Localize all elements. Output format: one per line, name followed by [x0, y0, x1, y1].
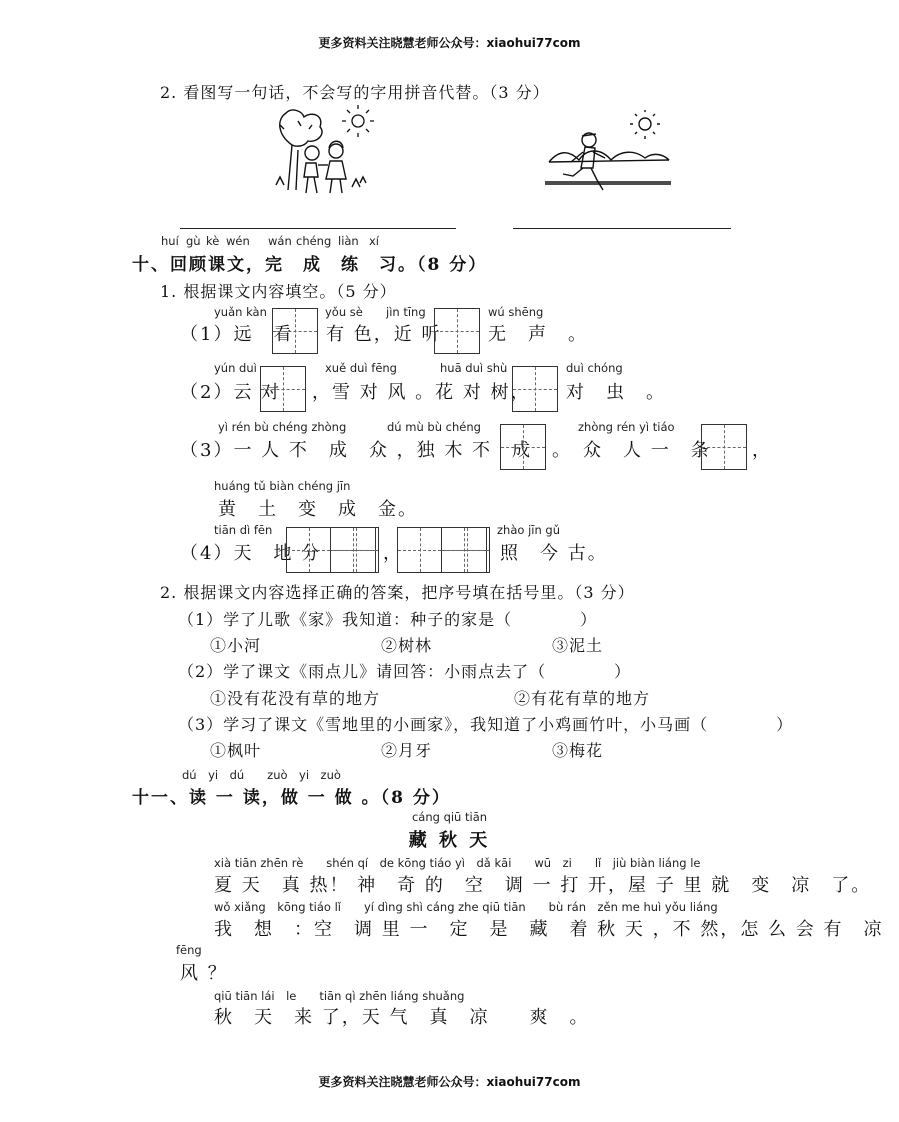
answer-grid-3[interactable] [260, 366, 306, 412]
section-11-title: 十一、读 一 读，做 一 做 。（8 分） [132, 788, 451, 808]
story-line-4-pinyin: qiū tiān lái le tiān qì zhēn liáng shuǎng [214, 989, 465, 1003]
pinyin-yi-ren-bu-cheng-zhong: yì rén bù chéng zhòng [218, 420, 347, 434]
fill-line-1-text-a: （1）远 看 [180, 324, 294, 345]
pinyin-zhong-ren-yi-tiao: zhòng rén yì tiáo [578, 420, 675, 434]
option-1-3[interactable]: ③泥土 [552, 636, 604, 655]
answer-grid-2[interactable] [434, 308, 480, 354]
pinyin-dui-chong: duì chóng [566, 361, 623, 375]
story-line-1: 夏 天 真 热！ 神 奇 的 空 调 一 打 开，屋 子 里 就 变 凉 了。 [214, 875, 872, 896]
story-line-2: 我 想 ：空 调 里 一 定 是 藏 着 秋 天 ，不 然，怎 么 会 有 凉 [214, 919, 884, 940]
option-3-1[interactable]: ①枫叶 [210, 741, 262, 760]
section-10-pinyin-2: gù [186, 234, 201, 248]
option-3-2[interactable]: ②月牙 [381, 741, 433, 760]
option-2-1[interactable]: ①没有花没有草的地方 [210, 689, 381, 708]
page-header: 更多资料关注晓慧老师公众号：xiaohui77com [318, 36, 581, 50]
story-line-3: 风 ？ [180, 963, 228, 984]
pinyin-you-se: yǒu sè [325, 305, 363, 319]
section-10-pinyin-8: xí [369, 234, 380, 248]
section-10-pinyin-4: wén [226, 234, 250, 248]
pinyin-tian-di-fen: tiān dì fēn [214, 523, 273, 537]
answer-grid-7b[interactable] [334, 527, 379, 573]
story-line-3-pinyin: fēng [176, 943, 202, 957]
fill-line-3-text-c: ， [752, 440, 772, 461]
section-11-pinyin: dú yi dú zuò yi zuò [182, 768, 341, 782]
boy-running-illustration [545, 110, 675, 205]
answer-grid-6[interactable] [701, 424, 747, 470]
answer-grid-1[interactable] [272, 308, 318, 354]
answer-line-2[interactable] [513, 228, 731, 229]
fill-line-2-text-b: ，雪 对 风 。花 对 树， [312, 382, 531, 403]
pinyin-zhao-jin-gu: zhào jīn gǔ [497, 523, 560, 537]
section-10-pinyin-3: kè [206, 234, 220, 248]
option-1-2[interactable]: ②树林 [381, 636, 433, 655]
children-tree-illustration [268, 105, 378, 200]
section-10-pinyin-7: liàn [338, 234, 359, 248]
fill-line-4-text-b: 照 今 古。 [500, 543, 608, 564]
story-line-2-pinyin: wǒ xiǎng kōng tiáo lǐ yí dìng shì cáng zhe qiū tiān bù rán zěn me huì yǒu liáng [214, 900, 718, 914]
story-line-1-pinyin: xià tiān zhēn rè shén qí de kōng tiáo yì dǎ kāi wū zi lǐ jiù biàn liáng le [214, 856, 701, 870]
answer-grid-8b[interactable] [445, 527, 490, 573]
story-title: 藏 秋 天 [408, 830, 491, 851]
question-10-2-1: （1）学了儿歌《家》我知道：种子的家是（ ） [178, 610, 598, 629]
section-10-title: 十、回顾课文，完 成 练 习。（8 分） [132, 255, 488, 275]
question-10-2-3: （3）学习了课文《雪地里的小画家》，我知道了小鸡画竹叶，小马画（ ） [178, 715, 794, 734]
pinyin-huang-tu-bian-cheng-jin: huáng tǔ biàn chéng jīn [214, 479, 351, 493]
fill-line-2-text-a: （2）云 对 [180, 382, 282, 403]
fill-line-4-text-a: （4）天 地 分 [180, 543, 322, 564]
pinyin-jin-ting: jìn tīng [386, 305, 426, 319]
fill-line-3-continuation: 黄 土 变 成 金。 [218, 499, 418, 520]
pinyin-wu-sheng: wú shēng [488, 305, 544, 319]
answer-grid-5[interactable] [500, 424, 546, 470]
page-footer: 更多资料关注晓慧老师公众号：xiaohui77com [318, 1075, 581, 1089]
fill-line-1-text-b: 有 色，近 听 [326, 324, 442, 345]
question-10-2-2: （2）学了课文《雨点儿》请回答：小雨点去了（ ） [178, 662, 632, 681]
story-line-4: 秋 天 来 了，天 气 真 凉 爽 。 [214, 1007, 590, 1028]
option-1-1[interactable]: ①小河 [210, 636, 262, 655]
section-10-pinyin-5: wán [268, 234, 292, 248]
fill-line-3-text-a: （3）一 人 不 成 众 ，独 木 不 成 [180, 440, 533, 461]
section-10-pinyin-1: huí [161, 234, 179, 248]
pinyin-yuan-kan: yuǎn kàn [214, 305, 267, 319]
fill-line-4-comma: ， [383, 543, 403, 564]
question-9-2: 2. 看图写一句话，不会写的字用拼音代替。（3 分） [160, 83, 550, 102]
story-title-pinyin: cáng qiū tiān [411, 810, 488, 824]
fill-line-1-text-c: 无 声 。 [488, 324, 588, 345]
answer-grid-4[interactable] [512, 366, 558, 412]
option-2-2[interactable]: ②有花有草的地方 [514, 689, 651, 708]
fill-line-3-text-b: 。 众 人 一 条 [552, 440, 711, 461]
question-10-1: 1. 根据课文内容填空。（5 分） [160, 282, 397, 301]
fill-line-2-text-c: 对 虫 。 [566, 382, 666, 403]
section-10-pinyin-6: chéng [296, 234, 332, 248]
question-10-2: 2. 根据课文内容选择正确的答案，把序号填在括号里。（3 分） [160, 583, 635, 602]
pinyin-du-mu-bu-cheng: dú mù bù chéng [387, 420, 481, 434]
pinyin-yun-dui: yún duì [214, 361, 257, 375]
answer-line-1[interactable] [180, 228, 456, 229]
pinyin-xue-dui-feng: xuě duì fēng [325, 361, 397, 375]
pinyin-hua-dui-shu: huā duì shù [440, 361, 508, 375]
option-3-3[interactable]: ③梅花 [552, 741, 604, 760]
